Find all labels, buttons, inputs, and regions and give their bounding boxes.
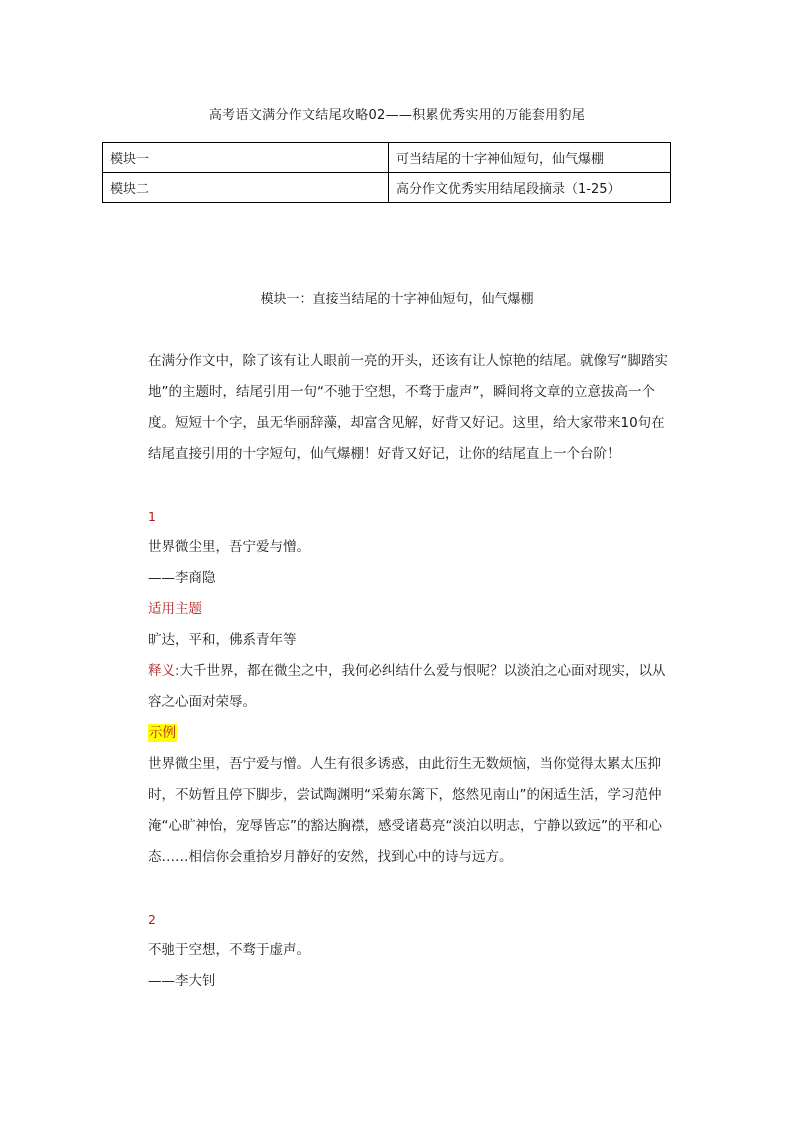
meaning-text: 大千世界，都在微尘之中，我何必纠结什么爱与恨呢？以淡泊之心面对现实，以从容之心面对荣辱。 — [148, 663, 666, 710]
table-row — [103, 173, 671, 203]
example-text: 世界微尘里，吾宁爱与憎。人生有很多诱惑，由此衍生无数烦恼，当你觉得太累太压抑时，不妨暂且停下脚步，尝试陶渊明“采菊东篱下，悠然见南山”的闲适生活，学习范仲淹“心旷神怡，宠辱皆忘”的豁达胸襟，感受诸葛亮“淡泊以明志，宁静以致远”的平和心态……相信你会重拾岁月静好的安然，找到心中的诗与远方。 — [148, 756, 662, 865]
document-title: 高考语文满分作文结尾攻略02——积累优秀实用的万能套用豹尾 — [208, 108, 586, 123]
module-table — [102, 142, 671, 203]
module-desc-cell: 可当结尾的十字神仙短句，仙气爆棚 — [389, 143, 671, 173]
meaning-label: 释义: — [148, 663, 180, 679]
module-name-cell: 模块二 — [103, 173, 389, 203]
item-author: ——李商隐 — [148, 570, 216, 586]
table-row — [103, 143, 671, 173]
list-item — [148, 904, 678, 997]
theme-label: 适用主题 — [148, 601, 202, 617]
item-quote: 不驰于空想，不骛于虚声。 — [148, 942, 310, 958]
item-number: 1 — [148, 509, 156, 524]
section-title: 模块一：直接当结尾的十字神仙短句，仙气爆棚 — [260, 292, 534, 307]
module-name-cell: 模块一 — [103, 143, 389, 173]
item-quote: 世界微尘里，吾宁爱与憎。 — [148, 539, 310, 555]
list-item — [148, 501, 678, 873]
theme-text: 旷达，平和，佛系青年等 — [148, 632, 297, 648]
example-label: 示例 — [149, 725, 176, 741]
intro-paragraph — [148, 346, 678, 470]
item-author: ——李大钊 — [148, 973, 216, 989]
item-number: 2 — [148, 912, 156, 927]
module-desc-cell: 高分作文优秀实用结尾段摘录（1-25） — [389, 173, 671, 203]
intro-text: 在满分作文中，除了该有让人眼前一亮的开头，还该有让人惊艳的结尾。就像写“脚踏实地”的主题时，结尾引用一句“不驰于空想，不骛于虚声”，瞬间将文章的立意拔高一个度。短短十个字，虽无华丽辞藻，却富含见解，好背又好记。这里，给大家带来10句在结尾直接引用的十字短句，仙气爆棚！好背又好记，让你的结尾直上一个台阶！ — [148, 353, 668, 462]
meaning-paragraph — [148, 656, 678, 718]
